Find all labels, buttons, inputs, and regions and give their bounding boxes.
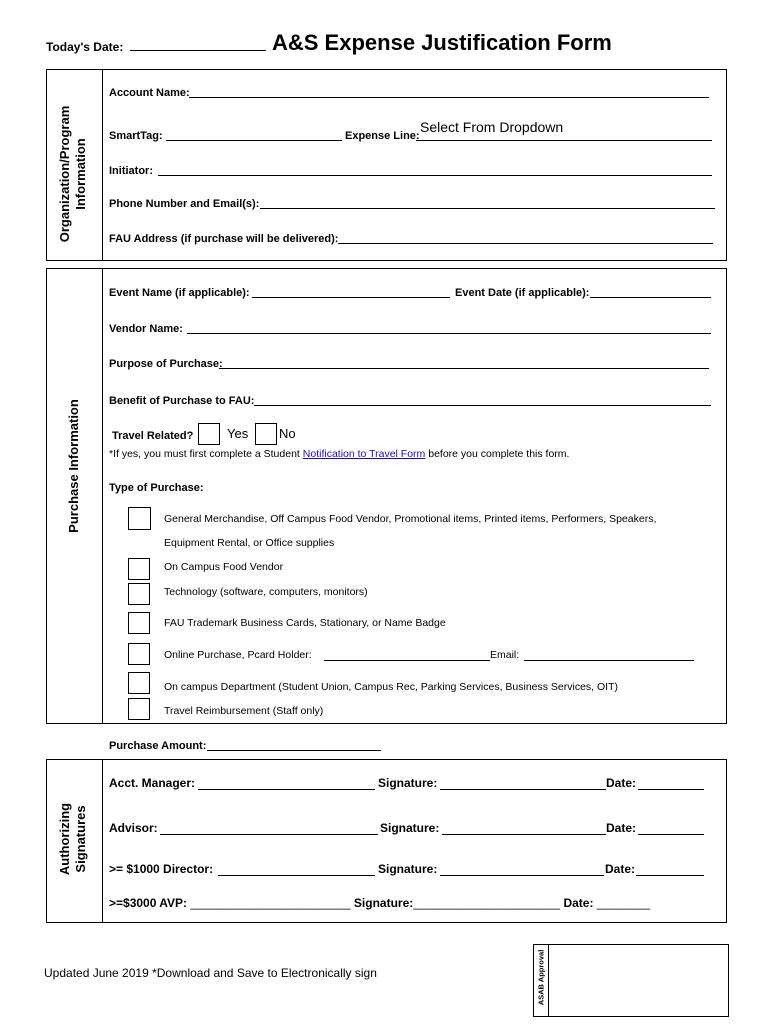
signatures-side-divider xyxy=(102,759,103,922)
travel-note xyxy=(109,448,569,460)
purpose-field[interactable] xyxy=(219,368,709,369)
signatures-side-label: Authorizing Signatures xyxy=(57,802,88,876)
smarttag-field[interactable] xyxy=(166,140,342,141)
travel-related-label: Travel Related? xyxy=(112,430,194,442)
todays-date-field[interactable] xyxy=(130,50,266,51)
avp-label: >=$3000 AVP: xyxy=(109,896,188,910)
acct-manager-signature-field[interactable] xyxy=(440,789,606,790)
expense-line-label: Expense Line: xyxy=(345,130,420,142)
director-date-field[interactable] xyxy=(636,875,704,876)
initiator-label: Initiator: xyxy=(109,165,153,177)
on-campus-dept-label: On campus Department (Student Union, Campus Rec, Parking Services, Business Services, OIT) xyxy=(164,681,619,693)
expense-line-field[interactable] xyxy=(416,140,712,141)
director-signature-label: Signature: xyxy=(378,862,438,876)
page-title: A&S Expense Justification Form xyxy=(272,30,612,55)
avp-signature-label: Signature: xyxy=(353,896,414,910)
director-signature-field[interactable] xyxy=(440,875,604,876)
fau-address-field[interactable] xyxy=(338,243,713,244)
technology-checkbox[interactable] xyxy=(128,583,150,605)
advisor-date-label: Date: xyxy=(606,821,637,835)
expense-line-dropdown[interactable]: Select From Dropdown xyxy=(420,119,564,135)
director-date-label: Date: xyxy=(605,862,636,876)
advisor-signature-label: Signature: xyxy=(380,821,440,835)
avp-name-field[interactable]: ________________________ xyxy=(190,896,351,910)
purchase-side-label: Purchase Information xyxy=(66,399,81,533)
event-name-field[interactable] xyxy=(252,297,450,298)
todays-date-label: Today's Date: xyxy=(46,40,124,54)
travel-no-checkbox[interactable] xyxy=(255,423,277,445)
avp-date-label: Date: xyxy=(563,896,594,910)
avp-date-field[interactable]: ________ xyxy=(596,896,651,910)
acct-manager-date-field[interactable] xyxy=(638,789,704,790)
avp-signature-field[interactable]: ______________________ xyxy=(413,896,561,910)
account-name-label: Account Name: xyxy=(109,87,190,99)
account-name-field[interactable] xyxy=(189,97,709,98)
travel-yes-label: Yes xyxy=(227,426,249,441)
on-campus-food-checkbox[interactable] xyxy=(128,558,150,580)
fau-address-label: FAU Address (if purchase will be delivered): xyxy=(109,233,339,245)
travel-no-label: No xyxy=(279,426,296,441)
online-purchase-checkbox[interactable] xyxy=(128,643,150,665)
trademark-label: FAU Trademark Business Cards, Stationary, or Name Badge xyxy=(164,617,446,629)
acct-manager-label: Acct. Manager: xyxy=(109,776,196,790)
travel-note-prefix: *If yes, you must first complete a Student xyxy=(109,448,303,460)
travel-note-suffix: before you complete this form. xyxy=(425,448,570,460)
purchase-side-divider xyxy=(102,268,103,723)
general-merchandise-checkbox[interactable] xyxy=(128,507,151,530)
org-side-divider xyxy=(102,69,103,260)
phone-email-field[interactable] xyxy=(260,208,715,209)
acct-manager-signature-label: Signature: xyxy=(378,776,438,790)
acct-manager-date-label: Date: xyxy=(606,776,637,790)
event-date-label: Event Date (if applicable): xyxy=(455,287,590,299)
org-side-label: Organization/Program Information xyxy=(57,105,88,243)
initiator-field[interactable] xyxy=(158,175,712,176)
pcard-holder-field[interactable] xyxy=(324,660,490,661)
avp-row xyxy=(109,896,650,910)
trademark-checkbox[interactable] xyxy=(128,612,150,634)
event-date-field[interactable] xyxy=(590,297,711,298)
travel-form-link[interactable]: Notification to Travel Form xyxy=(302,448,426,460)
footer-note: Updated June 2019 *Download and Save to Electronically sign xyxy=(44,966,377,980)
advisor-label: Advisor: xyxy=(109,821,158,835)
director-label: >= $1000 Director: xyxy=(109,862,214,876)
acct-manager-name-field[interactable] xyxy=(198,789,375,790)
advisor-signature-field[interactable] xyxy=(442,834,606,835)
travel-reimbursement-label: Travel Reimbursement (Staff only) xyxy=(164,705,324,717)
smarttag-label: SmartTag: xyxy=(109,130,163,142)
purpose-label: Purpose of Purchase: xyxy=(109,358,223,370)
approval-box[interactable] xyxy=(533,944,729,1017)
travel-reimbursement-checkbox[interactable] xyxy=(128,698,150,720)
approval-side-divider xyxy=(548,944,549,1016)
technology-label: Technology (software, computers, monitors) xyxy=(164,586,368,598)
type-of-purchase-label: Type of Purchase: xyxy=(109,482,204,494)
vendor-name-label: Vendor Name: xyxy=(109,323,183,335)
approval-label: ASAB Approval xyxy=(536,949,546,1006)
general-merchandise-label-1: General Merchandise, Off Campus Food Vendor, Promotional items, Printed items, Performers, Speakers, xyxy=(164,513,657,525)
purchase-amount-label: Purchase Amount: xyxy=(109,740,207,752)
purchase-amount-field[interactable] xyxy=(207,750,381,751)
advisor-date-field[interactable] xyxy=(638,834,704,835)
general-merchandise-label-2: Equipment Rental, or Office supplies xyxy=(164,537,335,549)
on-campus-food-label: On Campus Food Vendor xyxy=(164,561,284,573)
phone-email-label: Phone Number and Email(s): xyxy=(109,198,260,210)
online-email-label: Email: xyxy=(490,649,520,661)
advisor-name-field[interactable] xyxy=(160,834,378,835)
on-campus-dept-checkbox[interactable] xyxy=(128,672,150,694)
director-name-field[interactable] xyxy=(218,875,375,876)
online-email-field[interactable] xyxy=(524,660,694,661)
online-purchase-label: Online Purchase, Pcard Holder: xyxy=(164,649,312,661)
benefit-label: Benefit of Purchase to FAU: xyxy=(109,395,255,407)
vendor-name-field[interactable] xyxy=(187,333,711,334)
benefit-field[interactable] xyxy=(254,405,711,406)
event-name-label: Event Name (if applicable): xyxy=(109,287,250,299)
travel-yes-checkbox[interactable] xyxy=(198,423,220,445)
